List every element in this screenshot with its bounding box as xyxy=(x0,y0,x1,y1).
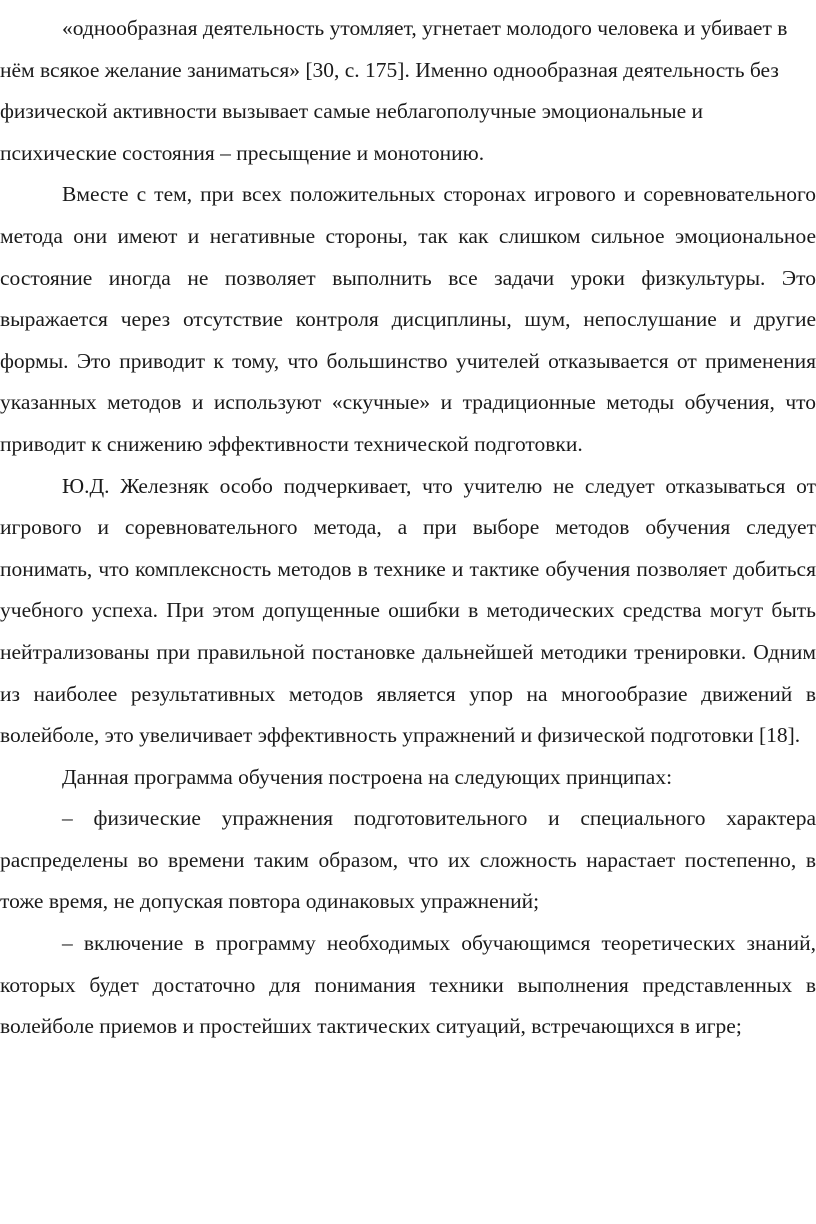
paragraph-program-principles-intro: Данная программа обучения построена на следующих принципах: xyxy=(62,764,673,789)
paragraph-game-method-drawbacks: Вместе с тем, при всех положительных сторонах игрового и соревновательного метода они имеют и негативные стороны, так как слишком сильное эмоциональное состояние иногда не позволяет выполнить все задачи уроки физкультуры. Это выражается через отсутствие контроля дисциплины, шум, непослушание и другие формы. Это приводит к тому, что большинство учителей отказывается от применения указанных методов и используют «скучные» и традиционные методы обучения, что приводит к снижению эффективности технической подготовки. xyxy=(0,182,816,456)
paragraph-principle-exercises: – физические упражнения подготовительного и специального характера распределены во времени таким образом, что их сложность нарастает постепенно, в тоже время, не допуская повтора одинаковых упражнений; xyxy=(0,806,816,914)
paragraph-principle-theory: – включение в программу необходимых обучающимся теоретических знаний, которых будет достаточно для понимания техники выполнения представленных в волейболе приемов и простейших тактических ситуаций, встречающихся в игре; xyxy=(0,931,816,1039)
paragraph-zheleznyak: Ю.Д. Железняк особо подчеркивает, что учителю не следует отказываться от игрового и соревновательного метода, а при выборе методов обучения следует понимать, что комплексность методов в технике и тактике обучения позволяет добиться учебного успеха. При этом допущенные ошибки в методических средства могут быть нейтрализованы при правильной постановке дальнейшей методики тренировки. Одним из наиболее результативных методов является упор на многообразие движений в волейболе, это увеличивает эффективность упражнений и физической подготовки [18]. xyxy=(0,473,816,748)
paragraph-quote-continuation: «однообразная деятельность утомляет, угнетает молодого человека и убивает в нём всякое желание заниматься» [30, с. 175]. Именно однообразная деятельность без физической активности вызывает самые неблагополучные эмоциональные и психические состояния – пресыщение и монотонию. xyxy=(0,16,788,165)
